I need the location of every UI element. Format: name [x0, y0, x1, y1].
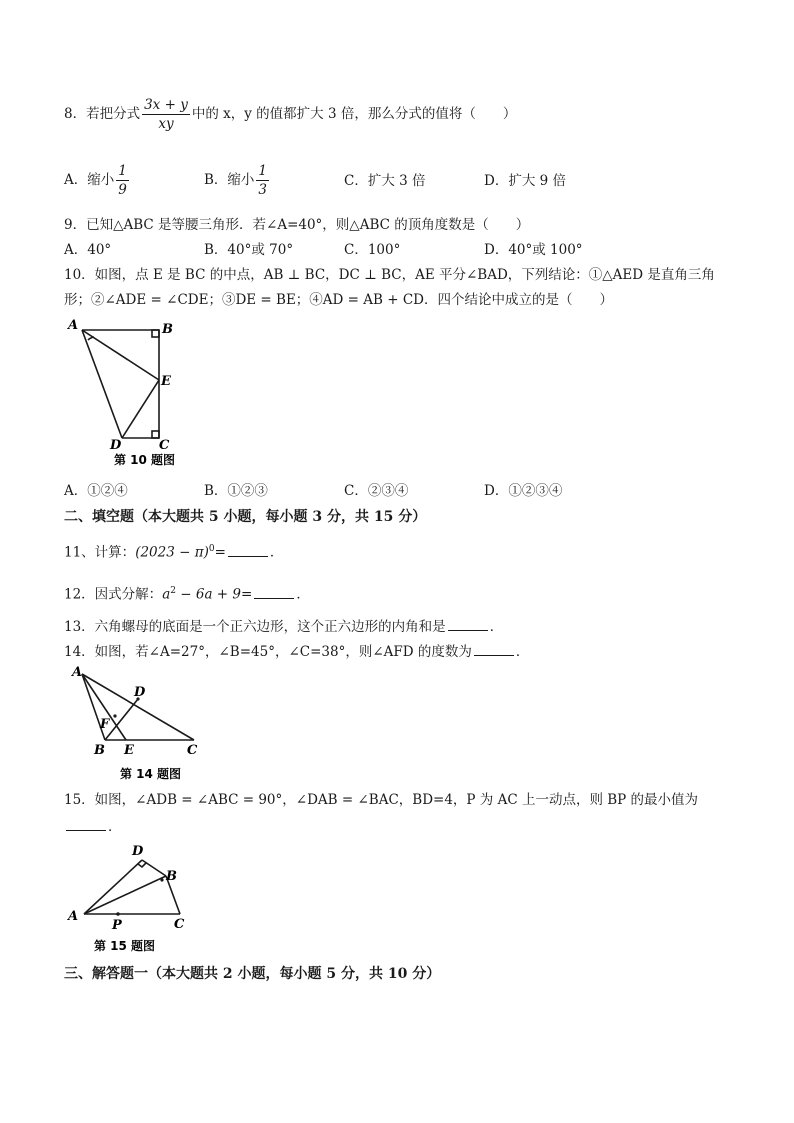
question-10-line-1: 10．如图，点 E 是 BC 的中点，AB ⊥ BC，DC ⊥ BC，AE 平分∠BAD，下列结论：①△AED 是直角三角 [64, 267, 715, 283]
fig10-label-e: E [161, 374, 171, 389]
q12-end: ． [296, 586, 310, 603]
q12-prefix: 12．因式分解： [64, 586, 163, 603]
q11-expression: (2023 − π) [135, 544, 209, 561]
figure-14-diagram [68, 664, 208, 784]
q12-exponent: 2 [170, 586, 176, 596]
q13-text: 13．六角螺母的底面是一个正六边形，这个正六边形的内角和是 [64, 619, 446, 635]
q8-option-b [204, 162, 271, 199]
fig15-label-c: C [174, 917, 185, 932]
fig14-label-e: E [124, 743, 134, 758]
fig10-caption: 第 10 题图 [114, 453, 176, 467]
q13-end: ． [489, 619, 504, 635]
question-15: 15．如图，∠ADB = ∠ABC = 90°，∠DAB = ∠BAC，BD=4，P 为 AC 上一动点，则 BP 的最小值为 [64, 792, 699, 808]
q14-end: ． [515, 644, 530, 660]
fig15-label-b: B [166, 869, 177, 884]
fig15-label-d: D [132, 844, 144, 859]
figure-14 [68, 664, 208, 784]
q10-option-a: A．①②④ [64, 483, 128, 499]
q8-prefix: 若把分式 [86, 106, 141, 122]
q9-option-b: B．40°或 70° [204, 242, 294, 258]
q11-end: ． [269, 544, 284, 561]
q8-number: 8． [64, 106, 87, 122]
fig10-label-c: C [159, 438, 170, 453]
q8-option-a-num: 1 [118, 163, 127, 179]
q10-option-b: B．①②③ [204, 483, 268, 499]
q8-option-b-fraction [256, 162, 269, 199]
q8-option-b-num: 1 [258, 163, 268, 179]
q8-option-b-den: 3 [258, 182, 268, 198]
question-11 [64, 540, 283, 562]
fig14-label-a: A [72, 665, 83, 680]
q12-variable: a [162, 586, 171, 603]
fig14-label-d: D [134, 685, 146, 700]
fig14-caption: 第 14 题图 [120, 767, 182, 781]
figure-15 [62, 838, 202, 960]
fig14-label-b: B [94, 743, 105, 758]
q11-equals: = [214, 544, 226, 561]
section-2-heading: 二、填空题（本大题共 5 小题，每小题 3 分，共 15 分） [64, 509, 427, 525]
q8-option-a-fraction [116, 162, 129, 199]
q13-answer-blank[interactable] [448, 616, 488, 631]
q10-option-d: D．①②③④ [484, 483, 563, 499]
q15-end: ． [108, 819, 122, 835]
q12-answer-blank[interactable] [254, 584, 294, 599]
section-3-heading: 三、解答题一（本大题共 2 小题，每小题 5 分，共 10 分） [64, 966, 441, 982]
q12-expression: − 6a + 9= [175, 586, 253, 603]
q15-answer-blank[interactable] [66, 816, 106, 831]
q8-option-a-label: A．缩小 [64, 172, 115, 188]
figure-15-diagram [62, 838, 202, 960]
fig14-label-f: F [100, 717, 110, 732]
fig14-label-c: C [187, 743, 198, 758]
q8-option-a-den: 9 [118, 182, 127, 198]
q8-option-a [64, 162, 131, 199]
q14-text: 14．如图，若∠A=27°，∠B=45°，∠C=38°，则∠AFD 的度数为 [64, 644, 472, 660]
q8-suffix: 中的 x，y 的值都扩大 3 倍，那么分式的值将（ ） [191, 106, 517, 122]
q9-option-c: C．100° [344, 242, 401, 258]
question-9: 9．已知△ABC 是等腰三角形．若∠A=40°，则△ABC 的顶角度数是（ ） [64, 217, 530, 233]
fig15-caption: 第 15 题图 [94, 939, 156, 953]
question-12 [64, 582, 310, 604]
q9-option-a: A．40° [64, 242, 112, 258]
q11-exponent: 0 [208, 544, 215, 554]
fig10-label-d: D [110, 438, 122, 453]
q10-option-c: C．②③④ [344, 483, 409, 499]
q8-option-c: C．扩大 3 倍 [344, 173, 426, 189]
q9-option-d: D．40°或 100° [484, 242, 583, 258]
figure-10 [62, 316, 202, 472]
question-14 [64, 641, 529, 661]
fig10-label-a: A [68, 318, 79, 333]
q11-prefix: 11、计算： [64, 544, 136, 561]
fig10-label-b: B [162, 322, 173, 337]
q11-answer-blank[interactable] [228, 542, 268, 557]
question-8 [64, 96, 516, 133]
question-15-answer-line [64, 816, 122, 836]
q8-fraction [142, 96, 190, 133]
figure-10-diagram [62, 316, 202, 472]
question-13 [64, 616, 503, 636]
q8-option-d: D．扩大 9 倍 [484, 173, 566, 189]
fig15-label-a: A [68, 909, 79, 924]
q8-fraction-numerator: 3x + y [144, 97, 188, 113]
q8-option-b-label: B．缩小 [204, 172, 255, 188]
q8-fraction-denominator: xy [158, 116, 174, 132]
question-10-line-2: 形；②∠ADE = ∠CDE；③DE = BE；④AD = AB + CD．四个结论中成立的是（ ） [64, 292, 613, 308]
q14-answer-blank[interactable] [474, 641, 514, 656]
fig15-label-p: P [112, 918, 122, 933]
